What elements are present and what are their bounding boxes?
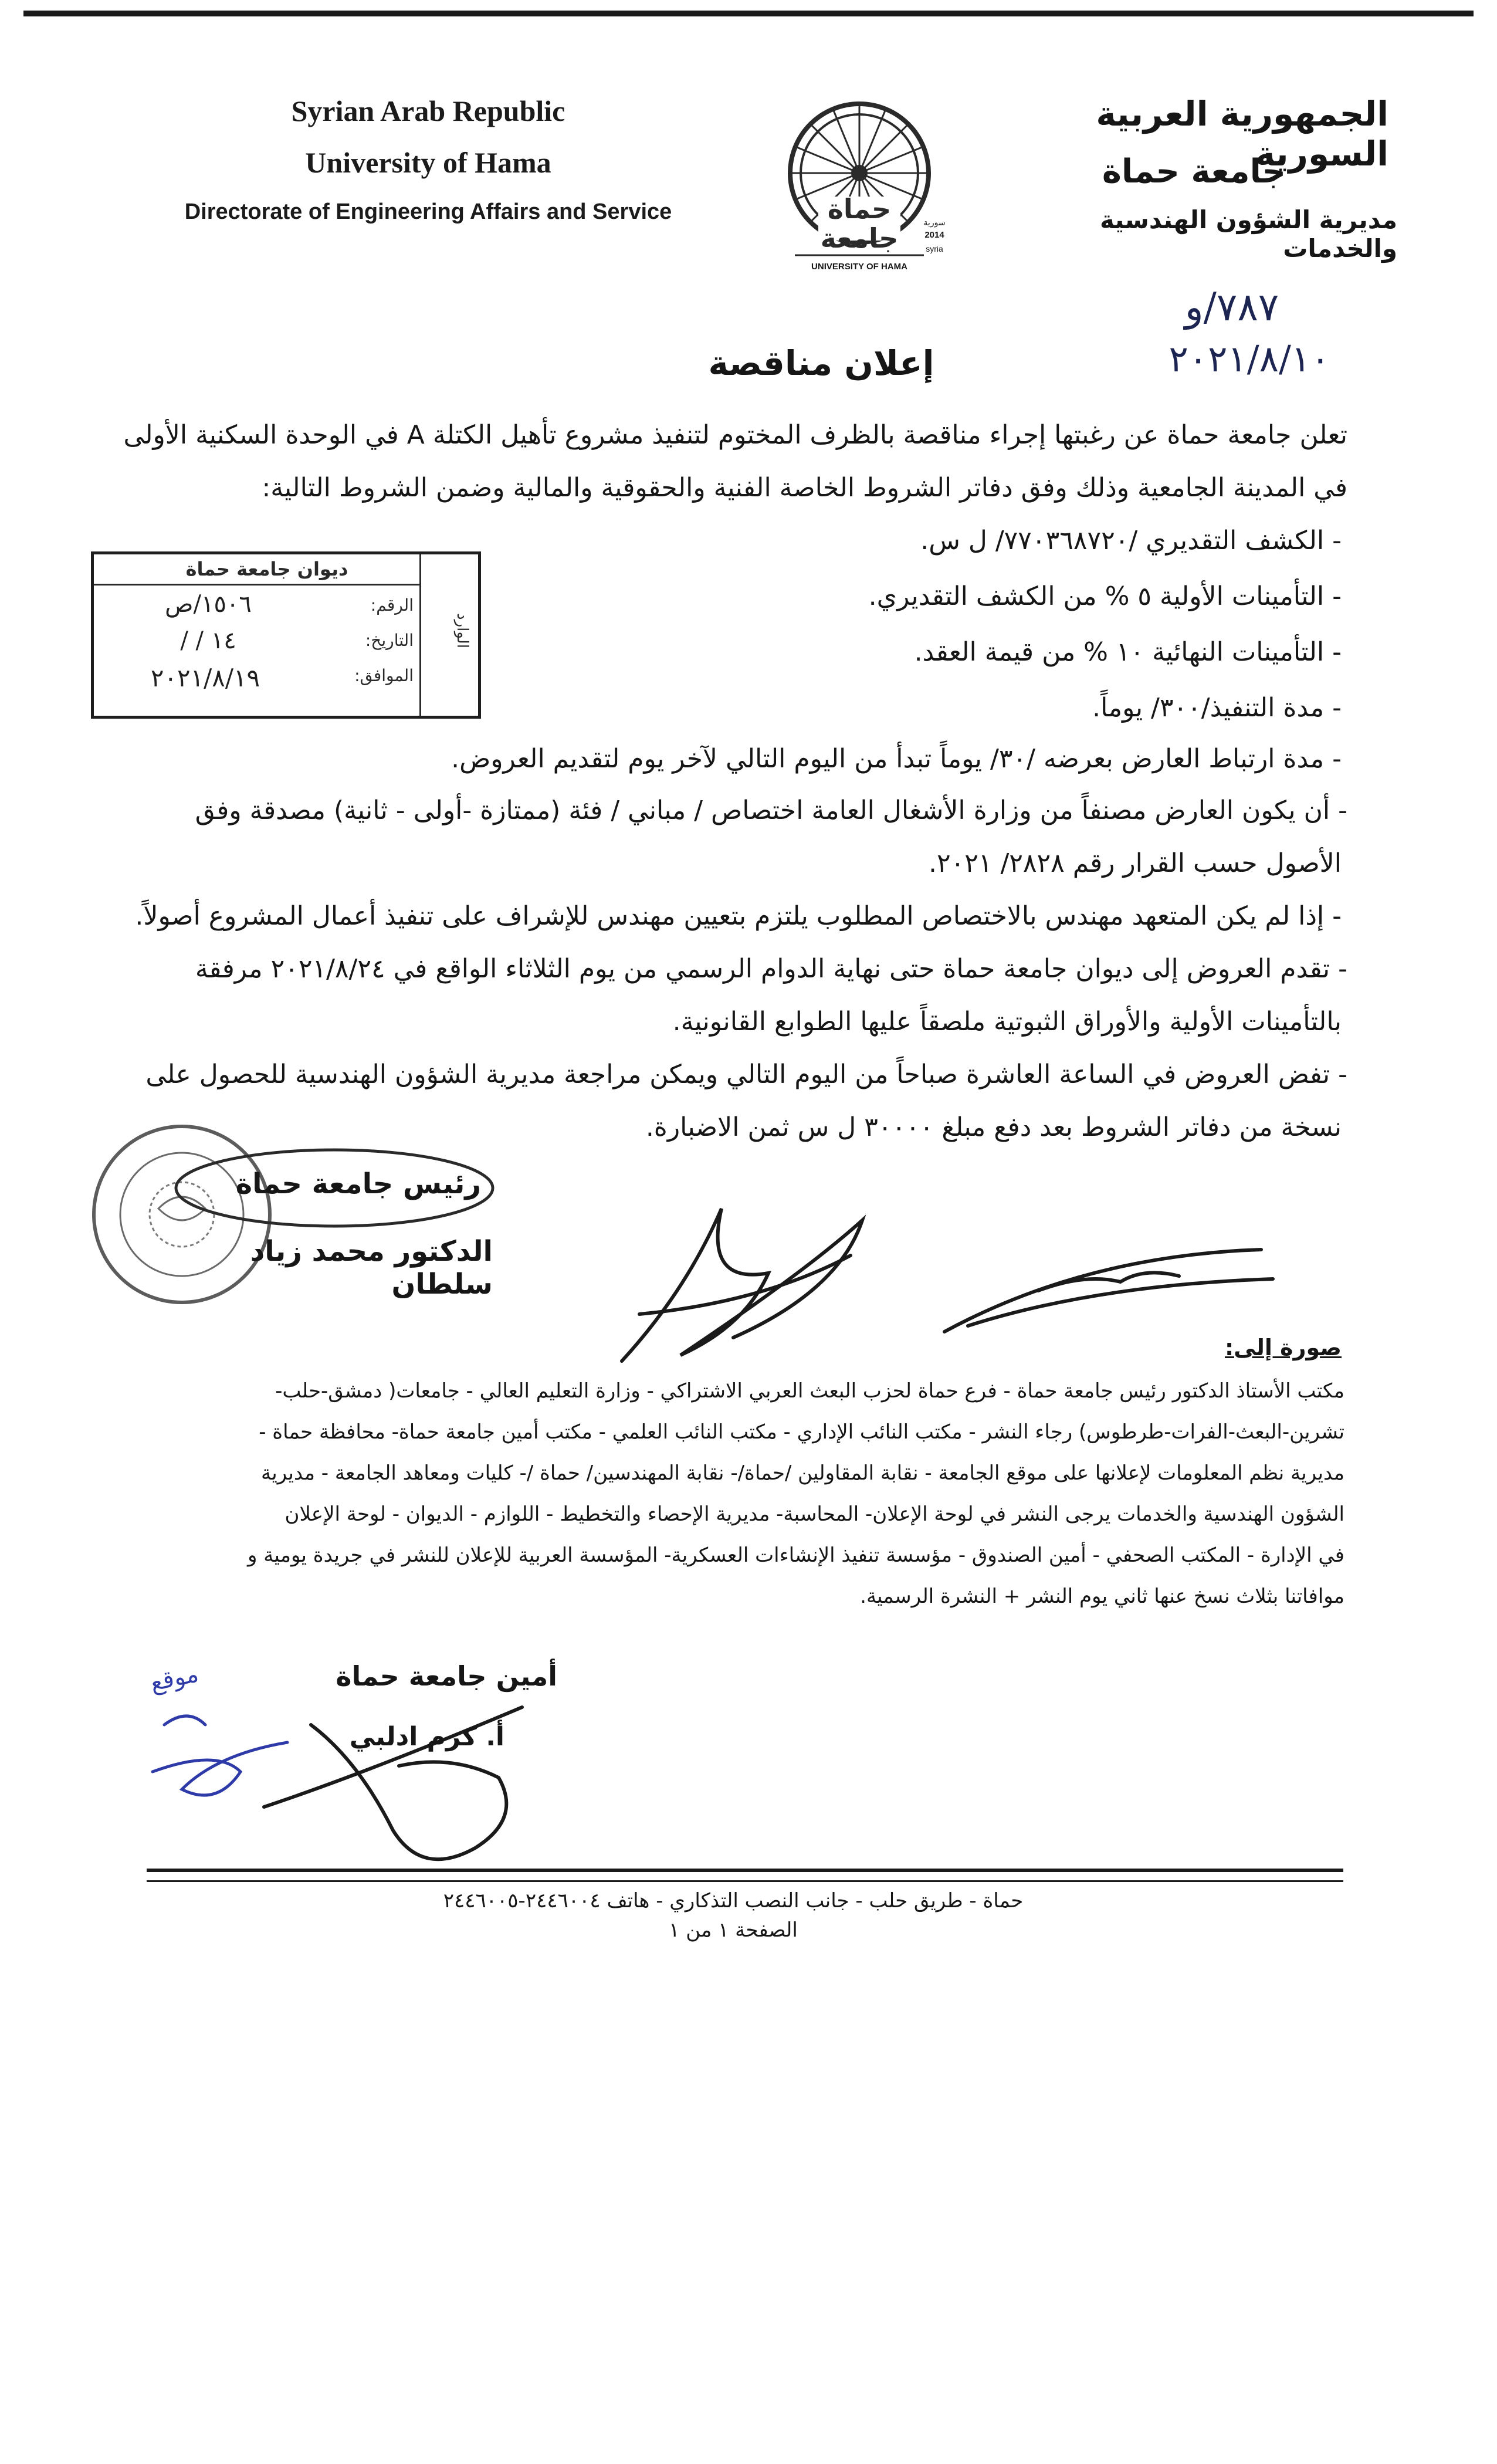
condition-item: - التأمينات الأولية ٥ % من الكشف التقديري. <box>868 581 1342 611</box>
cc-line: مكتب الأستاذ الدكتور رئيس جامعة حماة - فرع حماة لحزب البعث العربي الاشتراكي - وزارة التعليم العالي - جامعات( دمشق-حلب- <box>275 1379 1344 1403</box>
stamp-label-corresponding: الموافق: <box>354 666 414 685</box>
header-ar-country: الجمهورية العربية السورية <box>1096 94 1388 174</box>
stamp-title: ديوان جامعة حماة <box>185 558 348 580</box>
logo-side-bottom: syria <box>926 244 943 253</box>
logo-caption: UNIVERSITY OF HAMA <box>811 262 907 272</box>
svg-text:جامعة: جامعة <box>820 222 899 254</box>
footer-rule-top <box>147 1869 1343 1872</box>
stamp-value-corresponding: ٢٠٢١/٨/١٩ <box>150 664 260 692</box>
registration-stamp <box>91 551 481 719</box>
condition-item: - تقدم العروض إلى ديوان جامعة حماة حتى نهاية الدوام الرسمي من يوم الثلاثاء الواقع في ٢٠٢١/٨/٢٤ مرفقة <box>195 954 1347 984</box>
cc-line: موافاتنا بثلاث نسخ عنها ثاني يوم النشر + النشرة الرسمية. <box>860 1585 1344 1608</box>
svg-text:حماة: حماة <box>827 193 892 225</box>
stamp-value-date: ١٤ / / <box>180 627 236 654</box>
waterwheel-logo-icon <box>777 94 953 287</box>
stamp-label-date: التاريخ: <box>365 631 414 650</box>
header-en-country: Syrian Arab Republic <box>291 94 565 127</box>
header-en-directorate: Directorate of Engineering Affairs and Service <box>184 199 672 224</box>
footer-address: حماة - طريق حلب - جانب النصب التذكاري - هاتف ٢٤٤٦٠٠٤-٢٤٤٦٠٠٥ <box>443 1889 1024 1913</box>
intro-line-2: في المدينة الجامعية وذلك وفق دفاتر الشروط الخاصة الفنية والحقوقية والمالية وضمن الشروط التالية: <box>262 473 1347 503</box>
header-en-university: University of Hama <box>305 146 551 179</box>
header-ar-university: جامعة حماة <box>1102 153 1286 191</box>
cc-line: الشؤون الهندسية والخدمات يرجى النشر في لوحة الإعلان- المحاسبة- مديرية الإحصاء والتخطيط - اللوازم - الديوان - لوحة الإعلان <box>285 1502 1344 1526</box>
header-ar-directorate: مديرية الشؤون الهندسية والخدمات <box>1099 205 1397 263</box>
stamp-value-number: ١٥٠٦/ص <box>165 591 252 618</box>
condition-item: - مدة التنفيذ/٣٠٠/ يوماً. <box>1092 693 1342 723</box>
condition-item: - الكشف التقديري /٧٧٠٣٦٨٧٢٠/ ل س. <box>920 526 1342 556</box>
condition-item: - تفض العروض في الساعة العاشرة صباحاً من اليوم التالي ويمكن مراجعة مديرية الشؤون الهندسية للحصول على <box>145 1060 1347 1089</box>
logo-year: 2014 <box>924 230 944 240</box>
condition-item: - أن يكون العارض مصنفاً من وزارة الأشغال العامة اختصاص / مباني / فئة (ممتازة -أولى - ثانية) مصدقة وفق <box>195 796 1347 825</box>
cc-heading: صورة إلى: <box>1224 1335 1342 1360</box>
condition-item: بالتأمينات الأولية والأوراق الثبوتية ملصقاً عليها الطوابع القانونية. <box>672 1007 1342 1037</box>
logo-side-top: سورية <box>923 218 946 228</box>
condition-item: - إذا لم يكن المتعهد مهندس بالاختصاص المطلوب يلتزم بتعيين مهندس للإشراف على تنفيذ أعمال المشروع أصولاً. <box>135 901 1342 931</box>
stamp-divider <box>94 584 419 585</box>
condition-item: - مدة ارتباط العارض بعرضه /٣٠/ يوماً تبدأ من اليوم التالي لآخر يوم لتقديم العروض. <box>451 744 1342 774</box>
top-border-rule <box>23 11 1474 16</box>
stamp-label-number: الرقم: <box>370 595 414 615</box>
intro-line-1: تعلن جامعة حماة عن رغبتها إجراء مناقصة بالظرف المختوم لتنفيذ مشروع تأهيل الكتلة A في الوحدة السكنية الأولى <box>123 420 1347 450</box>
handwritten-ref-number: ٧٨٧/و <box>1184 285 1279 330</box>
condition-item: الأصول حسب القرار رقم ٢٨٢٨/ ٢٠٢١. <box>928 848 1342 878</box>
footer-page-number: الصفحة ١ من ١ <box>669 1918 798 1942</box>
secretary-title: أمين جامعة حماة <box>336 1660 557 1692</box>
footer-rule-bottom <box>147 1880 1343 1882</box>
cc-line: في الإدارة - المكتب الصحفي - أمين الصندوق - مؤسسة تنفيذ الإنشاءات العسكرية- المؤسسة العربية للإعلان للنشر في جريدة يومية و <box>248 1544 1344 1567</box>
handwritten-note: موقع <box>147 1660 201 1697</box>
cc-line: تشرين-البعث-الفرات-طرطوس) رجاء النشر - مكتب النائب الإداري - مكتب النائب العلمي - مكتب أمين جامعة حماة- محافظة حماة - <box>259 1420 1344 1444</box>
stamp-side-label: الوارد <box>453 613 471 648</box>
condition-item: - التأمينات النهائية ١٠ % من قيمة العقد. <box>914 637 1342 667</box>
president-name: الدكتور محمد زياد سلطان <box>250 1235 493 1301</box>
stamp-vertical-divider <box>419 554 421 716</box>
condition-item: نسخة من دفاتر الشروط بعد دفع مبلغ ٣٠٠٠٠ ل س ثمن الاضبارة. <box>645 1112 1342 1142</box>
handwritten-ref-date: ٢٠٢١/٨/١٠ <box>1169 337 1330 380</box>
cc-line: مديرية نظم المعلومات لإعلانها على موقع الجامعة - نقابة المقاولين /حماة/- نقابة المهندسين/ حماة /- كليات ومعاهد الجامعة - مديرية <box>261 1461 1344 1485</box>
university-logo <box>777 94 953 287</box>
secretary-name: أ. كرم ادلبي <box>349 1722 504 1752</box>
page-title: إعلان مناقصة <box>708 343 934 383</box>
president-title: رئيس جامعة حماة <box>235 1167 481 1200</box>
